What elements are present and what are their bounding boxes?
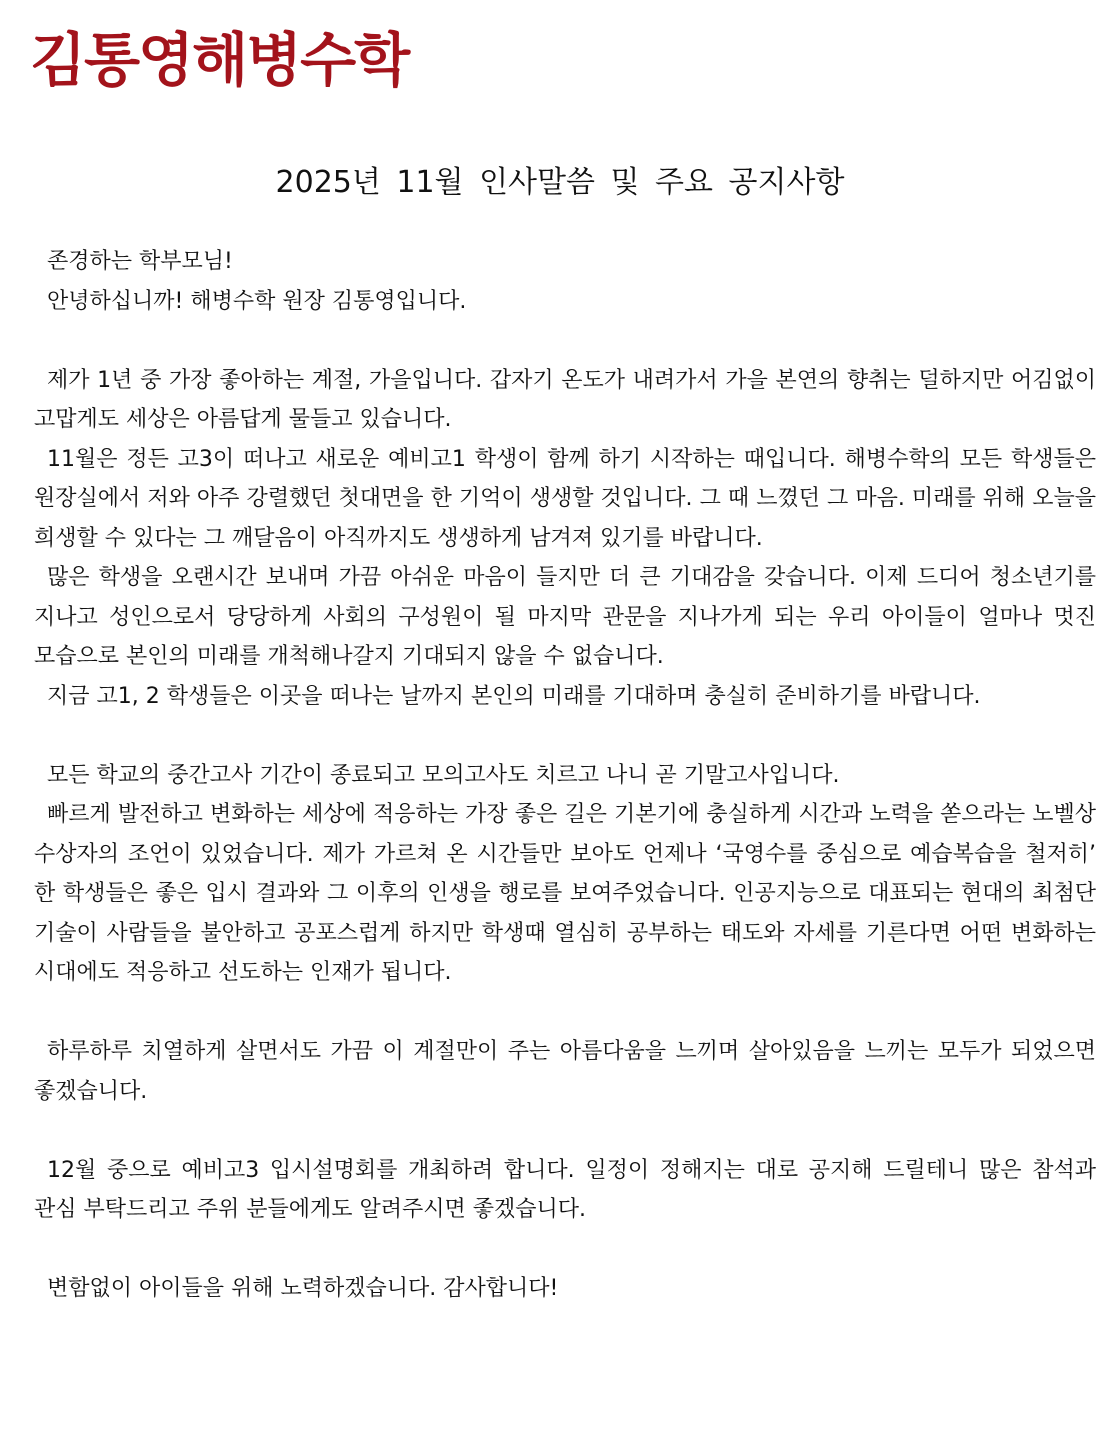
closing-line: 변함없이 아이들을 위해 노력하겠습니다. 감사합니다! [47,1276,559,1301]
paragraph-autumn: 제가 1년 중 가장 좋아하는 계절, 가을입니다. 갑자기 온도가 내려가서 가을 본연의 향취는 덜하지만 어김없이 고맙게도 세상은 아름답게 물들고 있습니다. [34,367,1096,432]
academy-logo: 김통영해병수학 [30,26,409,94]
introduction-line: 안녕하십니까! 해병수학 원장 김통영입니다. [47,288,467,314]
paragraph-spacer [34,716,1096,756]
paragraph-spacer [34,1111,1096,1151]
paragraph-exams: 모든 학교의 중간고사 기간이 종료되고 모의고사도 치르고 나니 곧 기말고사입니다. [47,762,840,788]
letter-body [34,242,1096,1309]
paragraph-fundamentals: 빠르게 발전하고 변화하는 세상에 적응하는 가장 좋은 길은 기본기에 충실하게 시간과 노력을 쏟으라는 노벨상 수상자의 조언이 있었습니다. 제가 가르쳐 온 시간들만 보아도 언제나 ‘국영수를 중심으로 예습복습을 철저히’ 한 학생들은 좋은 입시 결과와 그 이후의 인생을 행로를 보여주었습니다. 인공지능으로 대표되는 현대의 최첨단 기술이 사람들을 불안하고 공포스럽게 하지만 학생때 열심히 공부하는 태도와 자세를 기른다면 어떤 변화하는 시대에도 적응하고 선도하는 인재가 됩니다. [34,802,1096,985]
paragraph-november: 11월은 정든 고3이 떠나고 새로운 예비고1 학생이 함께 하기 시작하는 때입니다. 해병수학의 모든 학생들은 원장실에서 저와 아주 강렬했던 첫대면을 한 기억이 생생할 것입니다. 그 때 느꼈던 그 마음. 미래를 위해 오늘을 희생할 수 있다는 그 깨달음이 아직까지도 생생하게 남겨져 있기를 바랍니다. [34,446,1096,551]
paragraph-spacer [34,321,1096,361]
paragraph-current-students: 지금 고1, 2 학생들은 이곳을 떠나는 날까지 본인의 미래를 기대하며 충실히 준비하기를 바랍니다. [47,683,981,709]
page-title: 2025년 11월 인사말씀 및 주요 공지사항 [275,165,845,200]
paragraph-season: 하루하루 치열하게 살면서도 가끔 이 계절만이 주는 아름다움을 느끼며 살아있음을 느끼는 모두가 되었으면 좋겠습니다. [34,1039,1096,1104]
paragraph-spacer [34,1230,1096,1270]
paragraph-expectations: 많은 학생을 오랜시간 보내며 가끔 아쉬운 마음이 들지만 더 큰 기대감을 갖습니다. 이제 드디어 청소년기를 지나고 성인으로서 당당하게 사회의 구성원이 될 마지막 관문을 지나가게 되는 우리 아이들이 얼마나 멋진 모습으로 본인의 미래를 개척해나갈지 기대되지 않을 수 없습니다. [34,565,1096,669]
greeting-line: 존경하는 학부모님! [47,249,233,274]
paragraph-info-session: 12월 중으로 예비고3 입시설명회를 개최하려 합니다. 일정이 정해지는 대로 공지해 드릴테니 많은 참석과 관심 부탁드리고 주위 분들에게도 알려주시면 좋겠습니다. [34,1157,1096,1222]
paragraph-spacer [34,993,1096,1033]
